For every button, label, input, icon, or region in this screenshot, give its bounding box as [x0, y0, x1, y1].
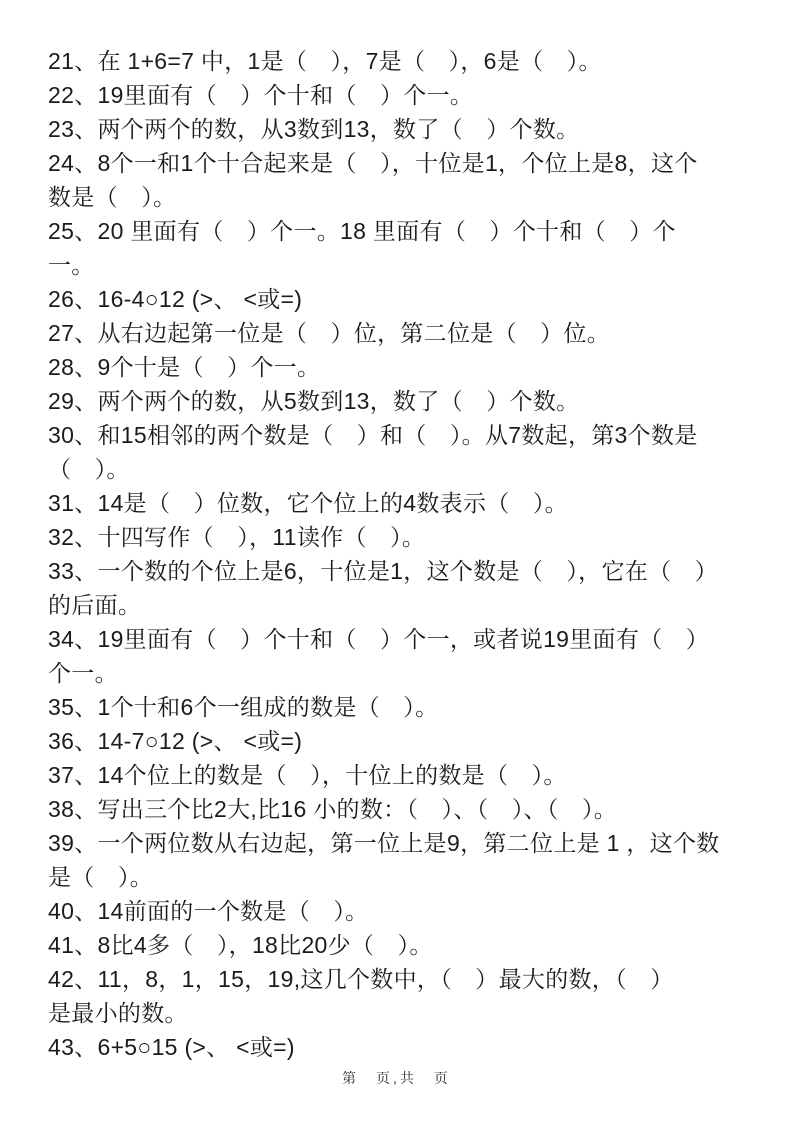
question-line: 31、14是（ ）位数，它个位上的4数表示（ ）。: [48, 490, 568, 516]
question-line: 22、19里面有（ ）个十和（ ）个一。: [48, 82, 474, 108]
question-line: 39、一个两位数从右边起，第一位上是9，第二位上是 1 ，这个数: [48, 830, 720, 856]
question-line: 41、8比4多（ ），18比20少（ ）。: [48, 932, 433, 958]
question-line: 的后面。: [48, 592, 142, 618]
page-footer: 第 页,共 页: [342, 1070, 451, 1086]
question-line: 36、14-7○12 (>、 <或=): [48, 728, 303, 754]
question-line: 28、9个十是（ ）个一。: [48, 354, 321, 380]
question-line: 40、14前面的一个数是（ ）。: [48, 898, 369, 924]
question-line: 21、在 1+6=7 中，1是（ ），7是（ ），6是（ ）。: [48, 48, 602, 74]
question-line: 35、1个十和6个一组成的数是（ ）。: [48, 694, 439, 720]
question-line: 32、十四写作（ ），11读作（ ）。: [48, 524, 426, 550]
question-line: 24、8个一和1个十合起来是（ ），十位是1，个位上是8，这个: [48, 150, 698, 176]
question-line: 是（ ）。: [48, 864, 153, 890]
question-line: 27、从右边起第一位是（ ）位，第二位是（ ）位。: [48, 320, 611, 346]
question-line: 37、14个位上的数是（ ），十位上的数是（ ）。: [48, 762, 567, 788]
question-line: 25、20 里面有（ ）个一。18 里面有（ ）个十和（ ）个: [48, 218, 676, 244]
question-line: 数是（ ）。: [48, 184, 177, 210]
question-line: （ ）。: [48, 456, 130, 482]
question-line: 34、19里面有（ ）个十和（ ）个一，或者说19里面有（ ）: [48, 626, 710, 652]
question-line: 23、两个两个的数，从3数到13，数了（ ）个数。: [48, 116, 580, 142]
question-line: 29、两个两个的数，从5数到13，数了（ ）个数。: [48, 388, 580, 414]
question-line: 38、写出三个比2大,比16 小的数：（ ）、（ ）、（ ）。: [48, 796, 618, 822]
question-line: 一。: [48, 252, 95, 278]
question-line: 个一。: [48, 660, 118, 686]
question-list: [48, 44, 758, 1064]
question-line: 26、16-4○12 (>、 <或=): [48, 286, 303, 312]
question-line: 30、和15相邻的两个数是（ ）和（ ）。从7数起，第3个数是: [48, 422, 698, 448]
question-line: 42、11，8，1，15，19,这几个数中，（ ）最大的数，（ ）: [48, 966, 674, 992]
question-line: 33、一个数的个位上是6，十位是1，这个数是（ ），它在（ ）: [48, 558, 718, 584]
question-line: 43、6+5○15 (>、 <或=): [48, 1034, 295, 1060]
question-line: 是最小的数。: [48, 1000, 188, 1026]
